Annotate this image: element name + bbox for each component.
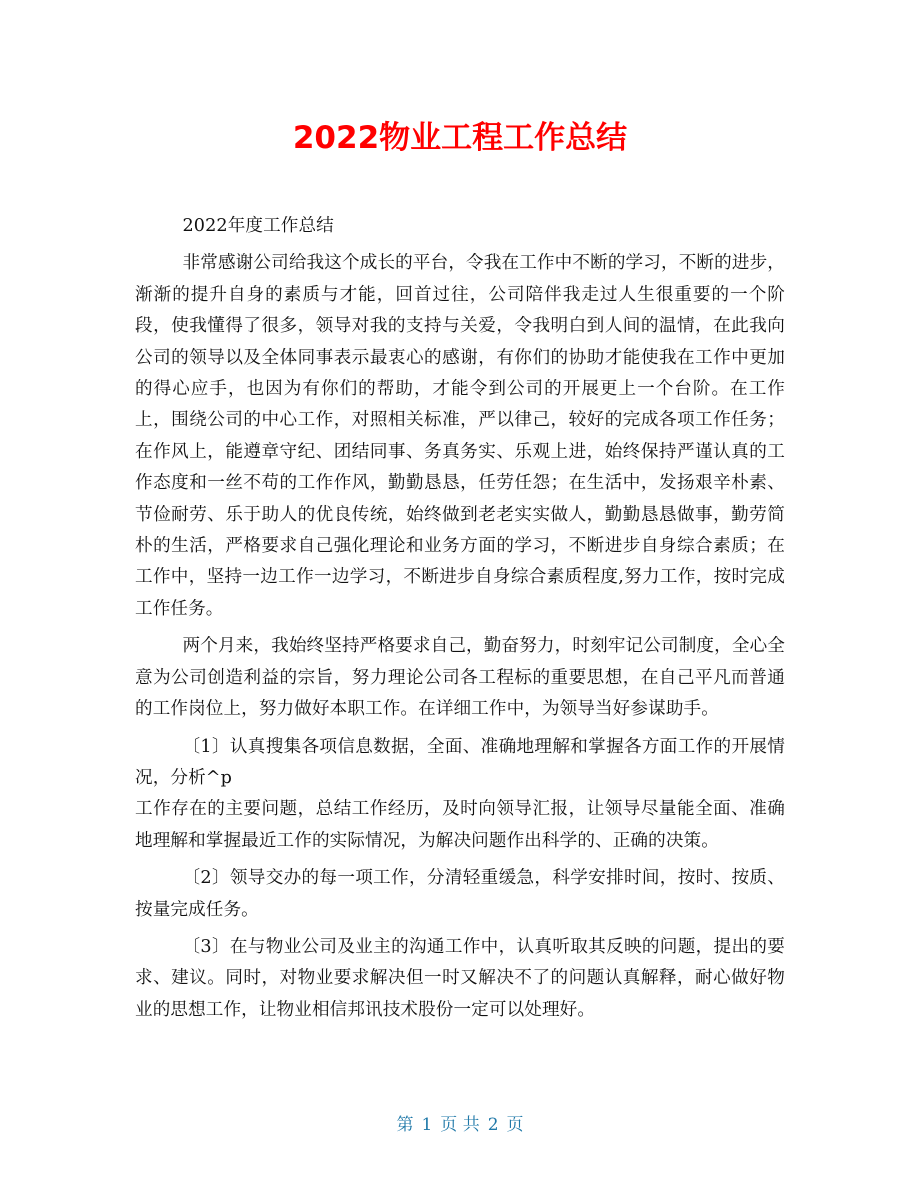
page-footer xyxy=(0,1112,920,1138)
document-body xyxy=(135,211,785,1032)
paragraph-item-2: 〔2〕领导交办的每一项工作，分清轻重缓急，科学安排时间，按时、按质、按量完成任务。 xyxy=(135,868,785,920)
section-heading: 2022年度工作总结 xyxy=(182,216,334,236)
paragraph-item-1: 〔1〕认真搜集各项信息数据，全面、准确地理解和掌握各方面工作的开展情况，分析^p xyxy=(135,736,785,788)
document-title: 2022物业工程工作总结 xyxy=(292,120,628,156)
paragraph-item-3: 〔3〕在与物业公司及业主的沟通工作中，认真听取其反映的问题，提出的要求、建议。同时，对物业要求解决但一时又解决不了的问题认真解释，耐心做好物业的思想工作，让物业相信邦讯技术股份一定可以处理好。 xyxy=(135,936,785,1020)
footer-label-end: 页 xyxy=(506,1115,524,1135)
footer-current-page: 1 xyxy=(421,1115,433,1135)
footer-label-page: 第 xyxy=(396,1115,414,1135)
footer-label-of: 页 共 xyxy=(440,1115,480,1135)
footer-total-pages: 2 xyxy=(487,1115,499,1135)
paragraph-intro: 非常感谢公司给我这个成长的平台，令我在工作中不断的学习，不断的进步，渐渐的提升自身的素质与才能，回首过往，公司陪伴我走过人生很重要的一个阶段，使我懂得了很多，领导对我的支持与关爱，令我明白到人间的温情，在此我向公司的领导以及全体同事表示最衷心的感谢，有你们的协助才能使我在工作中更加的得心应手，也因为有你们的帮助，才能令到公司的开展更上一个台阶。在工作上，围绕公司的中心工作，对照相关标准，严以律己，较好的完成各项工作任务；在作风上，能遵章守纪、团结同事、务真务实、乐观上进，始终保持严谨认真的工作态度和一丝不苟的工作作风，勤勤恳恳，任劳任怨；在生活中，发扬艰辛朴素、节俭耐劳、乐于助人的优良传统，始终做到老老实实做人，勤勤恳恳做事，勤劳简朴的生活，严格要求自己强化理论和业务方面的学习，不断进步自身综合素质；在工作中，坚持一边工作一边学习，不断进步自身综合素质程度,努力工作，按时完成工作任务。 xyxy=(135,253,785,619)
paragraph-item-1-continued: 工作存在的主要问题，总结工作经历，及时向领导汇报，让领导尽量能全面、准确地理解和掌握最近工作的实际情况，为解决问题作出科学的、正确的决策。 xyxy=(135,799,785,851)
paragraph-two-months: 两个月来，我始终坚持严格要求自己，勤奋努力，时刻牢记公司制度，全心全意为公司创造利益的宗旨，努力理论公司各工程标的重要思想，在自己平凡而普通的工作岗位上，努力做好本职工作。在详细工作中，为领导当好参谋助手。 xyxy=(135,636,785,720)
